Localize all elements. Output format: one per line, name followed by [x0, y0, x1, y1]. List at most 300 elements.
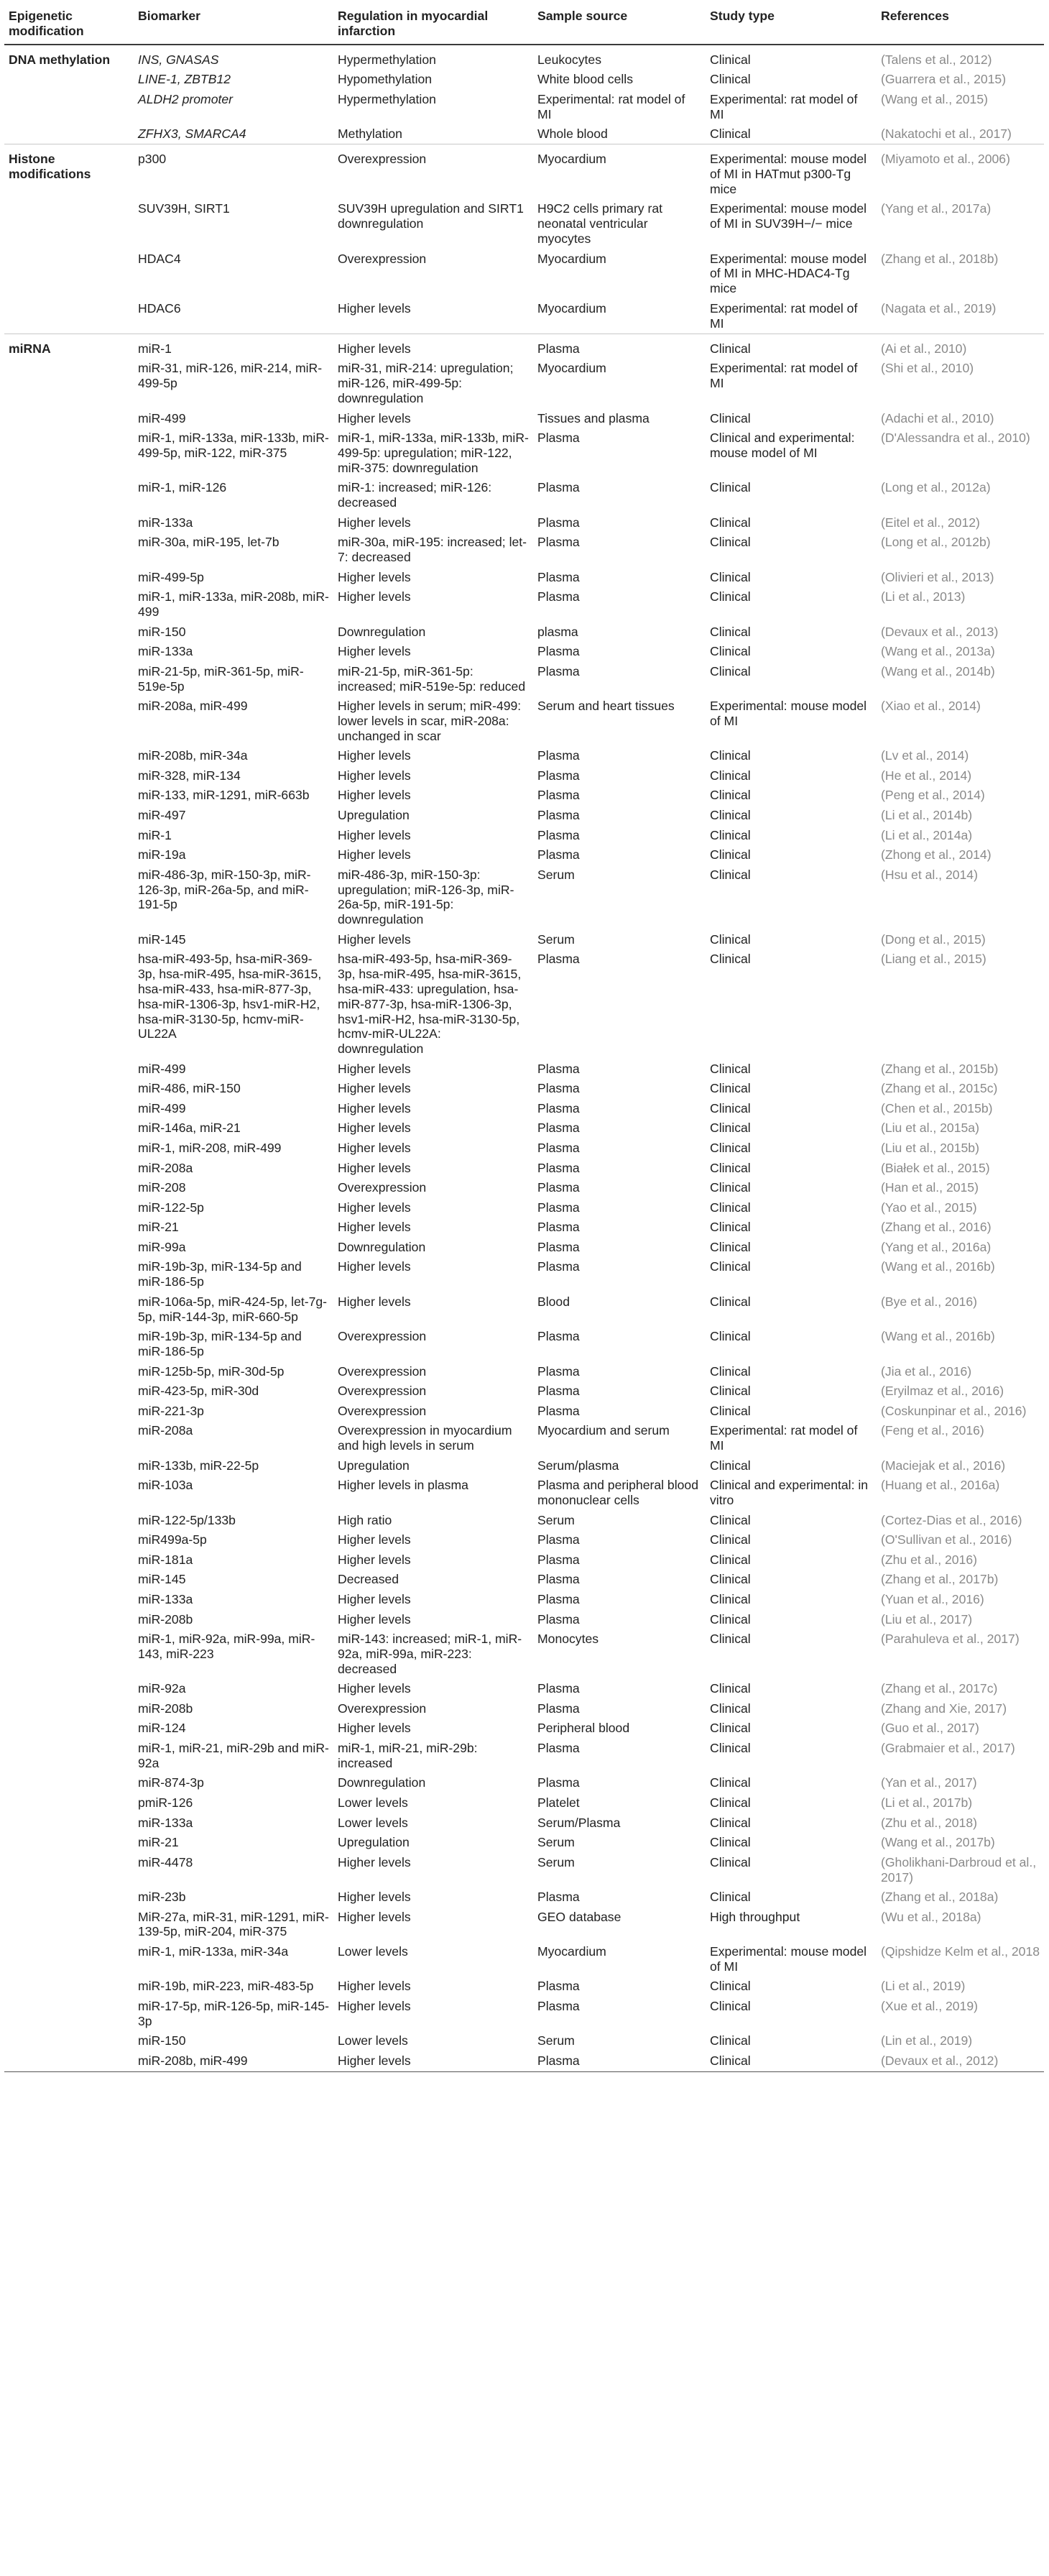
cell-sample-source: Plasma: [533, 334, 706, 359]
cell-reference[interactable]: (Wang et al., 2013a): [881, 644, 995, 659]
cell-sample-source: Plasma: [537, 1403, 580, 1418]
cell-study-type: Clinical: [710, 1200, 751, 1215]
cell-epigenetic-modification: [4, 298, 134, 334]
cell-study-type: Clinical: [710, 748, 751, 763]
cell-sample-source: Plasma: [537, 748, 580, 763]
cell-epigenetic-modification: [4, 1510, 134, 1530]
cell-study-type: Clinical: [710, 1061, 751, 1076]
cell-sample-source: Plasma: [537, 535, 580, 550]
cell-sample-source: Plasma: [537, 1998, 580, 2013]
cell-biomarker: miR-208b: [138, 1701, 193, 1716]
table-row: [4, 567, 1044, 587]
cell-epigenetic-modification: [4, 642, 134, 662]
cell-sample-source: Plasma: [537, 1121, 580, 1136]
cell-biomarker: miR-1, miR-133a, miR-133b, miR-499-5p, miR-122, miR-375: [138, 431, 329, 460]
cell-regulation: Higher levels: [338, 788, 411, 803]
header-epigenetic-modification: Epigenetic modification: [4, 4, 134, 45]
table-row: [4, 1609, 1044, 1629]
cell-sample-source: Myocardium: [537, 1944, 606, 1959]
cell-biomarker: ZFHX3, SMARCA4: [138, 126, 246, 142]
cell-regulation: Hypermethylation: [338, 91, 436, 106]
cell-reference[interactable]: (Zhu et al., 2018): [881, 1815, 977, 1830]
cell-biomarker: miR-208b: [138, 1611, 193, 1627]
cell-reference[interactable]: (Olivieri et al., 2013): [881, 569, 994, 584]
cell-sample-source: Plasma: [537, 827, 580, 842]
table-row: [4, 1590, 1044, 1610]
cell-epigenetic-modification: [4, 1158, 134, 1178]
cell-regulation: Higher levels: [338, 1100, 411, 1116]
cell-biomarker: miR-486, miR-150: [138, 1081, 241, 1096]
cell-biomarker: miR-328, miR-134: [138, 768, 241, 783]
cell-epigenetic-modification: [4, 1977, 134, 1997]
cell-sample-source: Myocardium: [537, 251, 606, 266]
cell-epigenetic-modification: miRNA: [4, 334, 134, 359]
cell-regulation: Higher levels: [338, 589, 411, 604]
cell-reference[interactable]: (Li et al., 2013): [881, 589, 966, 604]
cell-study-type: Clinical: [710, 827, 751, 842]
cell-epigenetic-modification: [4, 124, 134, 144]
cell-biomarker: miR499a-5p: [138, 1532, 207, 1547]
cell-reference[interactable]: (D'Alessandra et al., 2010): [881, 431, 1030, 446]
cell-biomarker: miR-208b, miR-34a: [138, 748, 248, 763]
cell-epigenetic-modification: [4, 1793, 134, 1813]
cell-biomarker: miR-133a: [138, 515, 193, 530]
cell-biomarker: miR-499-5p: [138, 569, 204, 584]
cell-reference[interactable]: (Lin et al., 2019): [881, 2033, 973, 2048]
cell-reference[interactable]: (Qipshidze Kelm et al., 2018: [881, 1944, 1040, 1959]
cell-reference[interactable]: (Peng et al., 2014): [881, 788, 985, 803]
cell-reference[interactable]: (Wang et al., 2017b): [881, 1835, 995, 1850]
cell-sample-source: Plasma: [537, 1681, 580, 1696]
cell-reference[interactable]: (Li et al., 2014a): [881, 827, 973, 842]
cell-reference[interactable]: (Han et al., 2015): [881, 1180, 979, 1195]
table-row: [4, 70, 1044, 90]
cell-study-type: Clinical: [710, 589, 751, 604]
cell-regulation: Downregulation: [338, 624, 426, 639]
table-row: [4, 786, 1044, 806]
cell-epigenetic-modification: [4, 1197, 134, 1218]
table-row: [4, 1530, 1044, 1550]
cell-regulation: miR-21-5p, miR-361-5p: increased; miR-519e-5p: reduced: [338, 663, 526, 694]
cell-regulation: Hypomethylation: [338, 72, 433, 87]
cell-regulation: Higher levels: [338, 1854, 411, 1869]
table-row: [4, 1138, 1044, 1159]
cell-reference[interactable]: (Wang et al., 2015): [881, 91, 988, 106]
cell-reference[interactable]: (Zhang et al., 2015c): [881, 1081, 998, 1096]
table-row: [4, 2051, 1044, 2072]
cell-epigenetic-modification: [4, 249, 134, 298]
cell-epigenetic-modification: [4, 1327, 134, 1361]
cell-sample-source: Plasma: [537, 1701, 580, 1716]
cell-biomarker: miR-1, miR-133a, miR-34a: [138, 1944, 289, 1959]
cell-epigenetic-modification: [4, 661, 134, 696]
cell-study-type: Clinical: [710, 1854, 751, 1869]
cell-reference[interactable]: (Devaux et al., 2013): [881, 624, 999, 639]
cell-epigenetic-modification: [4, 1739, 134, 1773]
cell-reference[interactable]: (Wang et al., 2016b): [881, 1329, 995, 1344]
cell-biomarker: miR-1: [138, 827, 172, 842]
cell-biomarker: miR-92a: [138, 1681, 186, 1696]
cell-sample-source: Myocardium: [537, 361, 606, 376]
cell-epigenetic-modification: [4, 1629, 134, 1679]
cell-sample-source: Plasma: [537, 952, 580, 967]
cell-sample-source: H9C2 cells primary rat neonatal ventricular myocytes: [537, 201, 663, 247]
cell-biomarker: miR-133a: [138, 1591, 193, 1606]
cell-reference[interactable]: (Wang et al., 2014b): [881, 663, 995, 678]
table-row: [4, 1813, 1044, 1833]
cell-regulation: Higher levels in serum; miR-499: lower levels in scar, miR-208a: unchanged in scar: [338, 699, 522, 743]
cell-regulation: Overexpression: [338, 1384, 427, 1399]
table-row: [4, 1118, 1044, 1138]
cell-biomarker: miR-221-3p: [138, 1403, 204, 1418]
cell-reference[interactable]: (Zhang et al., 2018b): [881, 251, 999, 266]
table-row: [4, 1698, 1044, 1719]
cell-biomarker: miR-208a, miR-499: [138, 699, 248, 714]
cell-reference[interactable]: (Zhang et al., 2017c): [881, 1681, 998, 1696]
cell-biomarker: miR-99a: [138, 1239, 186, 1254]
cell-epigenetic-modification: [4, 2031, 134, 2051]
cell-epigenetic-modification: [4, 1138, 134, 1159]
cell-regulation: Higher levels: [338, 410, 411, 426]
cell-epigenetic-modification: [4, 1698, 134, 1719]
cell-sample-source: Experimental: rat model of MI: [537, 91, 685, 121]
cell-reference[interactable]: (Bye et al., 2016): [881, 1294, 977, 1309]
cell-study-type: Clinical: [710, 768, 751, 783]
cell-regulation: miR-1, miR-21, miR-29b: increased: [338, 1741, 478, 1770]
cell-epigenetic-modification: [4, 1887, 134, 1908]
cell-biomarker: miR-145: [138, 1572, 186, 1587]
cell-biomarker: miR-208: [138, 1180, 186, 1195]
cell-regulation: Overexpression: [333, 144, 533, 199]
table-row: [4, 949, 1044, 1059]
cell-reference[interactable]: (Yan et al., 2017): [881, 1775, 977, 1790]
cell-biomarker: miR-103a: [138, 1478, 193, 1493]
cell-sample-source: Plasma: [537, 644, 580, 659]
cell-biomarker: miR-208a: [138, 1160, 193, 1175]
cell-study-type: Clinical: [710, 1259, 751, 1274]
cell-epigenetic-modification: [4, 786, 134, 806]
cell-regulation: Higher levels: [338, 1259, 411, 1274]
cell-reference[interactable]: (Nagata et al., 2019): [881, 300, 997, 316]
cell-biomarker: miR-124: [138, 1721, 186, 1736]
cell-epigenetic-modification: [4, 512, 134, 533]
cell-reference[interactable]: (Jia et al., 2016): [881, 1363, 972, 1379]
cell-reference[interactable]: (Chen et al., 2015b): [881, 1100, 993, 1116]
table-row: [4, 1852, 1044, 1887]
cell-reference[interactable]: (Eitel et al., 2012): [881, 515, 980, 530]
cell-epigenetic-modification: [4, 1361, 134, 1381]
cell-reference[interactable]: (Ai et al., 2010): [877, 334, 1044, 359]
cell-reference[interactable]: (Li et al., 2014b): [881, 808, 973, 823]
cell-sample-source: Plasma: [537, 1384, 580, 1399]
cell-biomarker: HDAC6: [138, 300, 181, 316]
cell-sample-source: Plasma: [537, 1180, 580, 1195]
cell-reference[interactable]: (Yuan et al., 2016): [881, 1591, 984, 1606]
cell-regulation: Lower levels: [338, 1795, 408, 1810]
cell-sample-source: Plasma: [537, 1890, 580, 1905]
cell-regulation: Lower levels: [338, 1944, 408, 1959]
cell-sample-source: Plasma: [537, 1061, 580, 1076]
cell-regulation: Higher levels: [338, 300, 411, 316]
table-row: [4, 746, 1044, 766]
cell-sample-source: Plasma: [537, 589, 580, 604]
cell-epigenetic-modification: [4, 1719, 134, 1739]
cell-study-type: Clinical: [710, 1329, 751, 1344]
cell-biomarker: MiR-27a, miR-31, miR-1291, miR-139-5p, miR-204, miR-375: [138, 1909, 329, 1939]
cell-biomarker: miR-181a: [138, 1552, 193, 1567]
cell-biomarker: LINE-1, ZBTB12: [138, 72, 231, 87]
cell-reference[interactable]: (Dong et al., 2015): [881, 932, 986, 947]
table-row: [4, 1833, 1044, 1853]
table-row: [4, 1679, 1044, 1699]
table-row: [4, 865, 1044, 929]
cell-biomarker: miR-145: [138, 932, 186, 947]
table-row: [4, 587, 1044, 622]
cell-reference[interactable]: (Grabmaier et al., 2017): [881, 1741, 1015, 1756]
cell-sample-source: Plasma: [537, 663, 580, 678]
table-row: [4, 428, 1044, 478]
cell-study-type: Clinical: [710, 1741, 751, 1756]
cell-reference[interactable]: (Nakatochi et al., 2017): [881, 126, 1012, 142]
cell-reference[interactable]: (Talens et al., 2012): [881, 52, 992, 67]
cell-biomarker: miR-486-3p, miR-150-3p, miR-126-3p, miR-26a-5p, and miR-191-5p: [138, 867, 311, 912]
cell-sample-source: Plasma: [537, 1200, 580, 1215]
cell-regulation: Higher levels: [338, 1979, 411, 1994]
table-row: [4, 334, 1044, 359]
cell-study-type: Clinical: [710, 1572, 751, 1587]
cell-sample-source: Plasma: [537, 1775, 580, 1790]
cell-regulation: Higher levels in plasma: [338, 1478, 468, 1493]
cell-sample-source: Plasma: [537, 1741, 580, 1756]
cell-biomarker: miR-19b, miR-223, miR-483-5p: [138, 1979, 314, 1994]
table-row: [4, 661, 1044, 696]
cell-epigenetic-modification: [4, 567, 134, 587]
table-row: [4, 825, 1044, 845]
table-row: [4, 1570, 1044, 1590]
cell-sample-source: Myocardium: [533, 144, 706, 199]
cell-regulation: Higher levels: [338, 515, 411, 530]
cell-study-type: Clinical and experimental: mouse model of MI: [710, 431, 855, 460]
table-row: [4, 1178, 1044, 1198]
cell-sample-source: Serum/plasma: [537, 1458, 619, 1473]
cell-epigenetic-modification: [4, 1813, 134, 1833]
cell-reference[interactable]: (Eryilmaz et al., 2016): [881, 1384, 1004, 1399]
cell-sample-source: Plasma: [537, 1979, 580, 1994]
cell-regulation: miR-1, miR-133a, miR-133b, miR-499-5p: upregulation; miR-122, miR-375: downregulation: [338, 431, 529, 475]
table-row: [4, 1401, 1044, 1421]
cell-epigenetic-modification: [4, 1679, 134, 1699]
cell-regulation: miR-143: increased; miR-1, miR-92a, miR-99a, miR-223: decreased: [338, 1632, 522, 1676]
cell-regulation: Overexpression: [338, 1701, 427, 1716]
cell-reference[interactable]: (Hsu et al., 2014): [881, 867, 978, 882]
cell-study-type: Clinical: [710, 1239, 751, 1254]
cell-study-type: Clinical: [710, 788, 751, 803]
table-header-row: [4, 4, 1044, 45]
cell-reference[interactable]: (Xue et al., 2019): [881, 1998, 978, 2013]
cell-regulation: Upregulation: [338, 1458, 410, 1473]
table-row: [4, 765, 1044, 786]
cell-reference[interactable]: (Wu et al., 2018a): [881, 1909, 981, 1924]
cell-reference[interactable]: (Zhang et al., 2018a): [881, 1890, 999, 1905]
cell-biomarker: miR-208a: [138, 1423, 193, 1438]
cell-reference[interactable]: (Li et al., 2019): [881, 1979, 966, 1994]
cell-epigenetic-modification: Histone modifications: [4, 144, 134, 199]
cell-study-type: Experimental: mouse model of MI in MHC-HDAC4-Tg mice: [710, 251, 867, 296]
cell-reference[interactable]: (Yang et al., 2016a): [881, 1239, 992, 1254]
cell-study-type: Clinical: [710, 569, 751, 584]
cell-regulation: Higher levels: [338, 827, 411, 842]
cell-sample-source: Plasma: [533, 2051, 706, 2072]
cell-biomarker: miR-21: [138, 1835, 179, 1850]
cell-reference[interactable]: (Guo et al., 2017): [881, 1721, 979, 1736]
cell-epigenetic-modification: [4, 1257, 134, 1292]
table-row: [4, 1887, 1044, 1908]
cell-reference[interactable]: (O'Sullivan et al., 2016): [881, 1532, 1012, 1547]
cell-reference[interactable]: (Liu et al., 2017): [881, 1611, 973, 1627]
cell-reference[interactable]: (Zhang et al., 2016): [881, 1220, 992, 1235]
cell-reference[interactable]: (Maciejak et al., 2016): [881, 1458, 1006, 1473]
cell-sample-source: Serum/Plasma: [537, 1815, 621, 1830]
cell-regulation: Lower levels: [338, 1815, 408, 1830]
cell-reference[interactable]: (Coskunpinar et al., 2016): [881, 1403, 1027, 1418]
cell-reference[interactable]: (Yao et al., 2015): [881, 1200, 977, 1215]
cell-epigenetic-modification: [4, 89, 134, 124]
cell-reference[interactable]: (Zhu et al., 2016): [881, 1552, 977, 1567]
cell-reference[interactable]: (Parahuleva et al., 2017): [881, 1632, 1020, 1647]
cell-study-type: Clinical: [710, 1458, 751, 1473]
cell-reference[interactable]: (Shi et al., 2010): [881, 361, 974, 376]
cell-epigenetic-modification: [4, 1907, 134, 1941]
cell-regulation: Higher levels: [338, 1909, 411, 1924]
table-row: [4, 1079, 1044, 1099]
cell-epigenetic-modification: [4, 1059, 134, 1079]
cell-sample-source: Plasma: [537, 480, 580, 495]
cell-reference[interactable]: (Cortez-Dias et al., 2016): [881, 1512, 1022, 1527]
cell-regulation: Higher levels: [338, 847, 411, 862]
cell-reference[interactable]: (Zhang and Xie, 2017): [881, 1701, 1007, 1716]
cell-reference[interactable]: (Devaux et al., 2012): [877, 2051, 1044, 2072]
cell-reference[interactable]: (Białek et al., 2015): [881, 1160, 990, 1175]
cell-regulation: Overexpression: [338, 1363, 427, 1379]
cell-biomarker: miR-17-5p, miR-126-5p, miR-145-3p: [138, 1998, 329, 2028]
cell-sample-source: Serum and heart tissues: [537, 699, 675, 714]
cell-sample-source: Serum: [537, 2033, 575, 2048]
cell-sample-source: Plasma and peripheral blood mononuclear cells: [537, 1478, 698, 1508]
cell-reference[interactable]: (Li et al., 2017b): [881, 1795, 973, 1810]
cell-reference[interactable]: (Guarrera et al., 2015): [881, 72, 1007, 87]
cell-reference[interactable]: (He et al., 2014): [881, 768, 972, 783]
cell-study-type: Clinical: [710, 535, 751, 550]
cell-reference[interactable]: (Wang et al., 2016b): [881, 1259, 995, 1274]
table-row: [4, 806, 1044, 826]
cell-study-type: Clinical: [710, 1294, 751, 1309]
cell-reference[interactable]: (Zhong et al., 2014): [881, 847, 992, 862]
cell-regulation: Higher levels: [338, 1591, 411, 1606]
cell-sample-source: Plasma: [537, 1259, 580, 1274]
cell-reference[interactable]: (Liu et al., 2015a): [881, 1121, 979, 1136]
cell-epigenetic-modification: [4, 622, 134, 642]
cell-epigenetic-modification: [4, 865, 134, 929]
cell-sample-source: plasma: [537, 624, 578, 639]
cell-epigenetic-modification: [4, 1401, 134, 1421]
table-row: [4, 1942, 1044, 1977]
cell-study-type: Clinical: [710, 480, 751, 495]
cell-reference[interactable]: (Liang et al., 2015): [881, 952, 986, 967]
cell-epigenetic-modification: [4, 1773, 134, 1793]
cell-biomarker: miR-133, miR-1291, miR-663b: [138, 788, 310, 803]
table-row: [4, 1327, 1044, 1361]
table-row: [4, 1257, 1044, 1292]
table-row: [4, 124, 1044, 144]
cell-reference[interactable]: (Long et al., 2012a): [881, 480, 991, 495]
cell-reference[interactable]: (Huang et al., 2016a): [881, 1478, 1000, 1493]
table-row: [4, 1550, 1044, 1570]
table-row: [4, 478, 1044, 512]
table-row: [4, 1381, 1044, 1402]
header-biomarker: Biomarker: [134, 4, 333, 45]
cell-sample-source: Plasma: [537, 1552, 580, 1567]
table-row: [4, 1059, 1044, 1079]
cell-study-type: Clinical: [710, 1611, 751, 1627]
cell-biomarker: miR-146a, miR-21: [138, 1121, 241, 1136]
cell-reference[interactable]: (Zhang et al., 2017b): [881, 1572, 999, 1587]
cell-reference[interactable]: (Zhang et al., 2015b): [881, 1061, 999, 1076]
cell-reference[interactable]: (Miyamoto et al., 2006): [877, 144, 1044, 199]
cell-biomarker: miR-499: [138, 410, 186, 426]
cell-study-type: Clinical: [710, 624, 751, 639]
cell-study-type: Experimental: mouse model of MI: [710, 699, 867, 728]
cell-biomarker: miR-19b-3p, miR-134-5p and miR-186-5p: [138, 1259, 302, 1289]
cell-sample-source: Plasma: [537, 515, 580, 530]
cell-epigenetic-modification: [4, 1237, 134, 1257]
cell-study-type: Clinical: [710, 932, 751, 947]
cell-regulation: Higher levels: [333, 2051, 533, 2072]
header-regulation: Regulation in myocardial infarction: [333, 4, 533, 45]
cell-biomarker: miR-19b-3p, miR-134-5p and miR-186-5p: [138, 1329, 302, 1358]
cell-regulation: Higher levels: [338, 768, 411, 783]
cell-sample-source: Plasma: [537, 847, 580, 862]
cell-study-type: High throughput: [710, 1909, 800, 1924]
cell-sample-source: Plasma: [537, 808, 580, 823]
cell-reference[interactable]: (Lv et al., 2014): [881, 748, 969, 763]
cell-study-type: Clinical: [710, 1721, 751, 1736]
cell-reference[interactable]: (Adachi et al., 2010): [881, 410, 994, 426]
cell-sample-source: Plasma: [537, 1100, 580, 1116]
cell-biomarker: miR-23b: [138, 1890, 186, 1905]
cell-regulation: Higher levels: [338, 932, 411, 947]
cell-epigenetic-modification: [4, 1455, 134, 1476]
cell-study-type: Clinical: [710, 1363, 751, 1379]
cell-epigenetic-modification: [4, 746, 134, 766]
header-sample-source: Sample source: [533, 4, 706, 45]
cell-epigenetic-modification: [4, 1942, 134, 1977]
cell-reference[interactable]: (Liu et al., 2015b): [881, 1140, 979, 1155]
cell-biomarker: miR-150: [138, 2033, 186, 2048]
cell-study-type: Clinical: [710, 1100, 751, 1116]
cell-study-type: Experimental: rat model of MI: [710, 91, 858, 121]
cell-sample-source: Peripheral blood: [537, 1721, 630, 1736]
cell-reference[interactable]: (Gholikhani-Darbroud et al., 2017): [881, 1854, 1037, 1885]
cell-reference[interactable]: (Xiao et al., 2014): [881, 699, 981, 714]
table-row: [4, 512, 1044, 533]
cell-regulation: Higher levels: [338, 1220, 411, 1235]
cell-sample-source: Serum: [537, 1512, 575, 1527]
table-row: [4, 1421, 1044, 1455]
table-row: [4, 1510, 1044, 1530]
cell-reference[interactable]: (Yang et al., 2017a): [881, 201, 992, 216]
cell-reference[interactable]: (Long et al., 2012b): [881, 535, 991, 550]
cell-reference[interactable]: (Feng et al., 2016): [881, 1423, 984, 1438]
